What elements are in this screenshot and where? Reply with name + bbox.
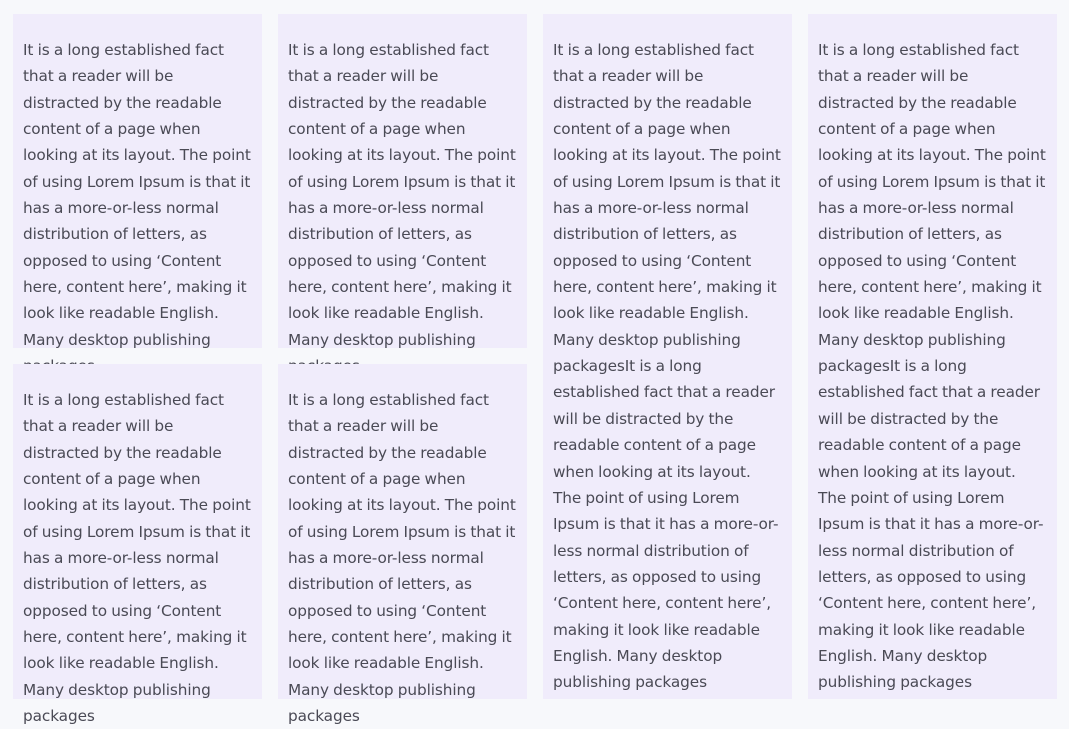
masonry-card <box>808 14 1057 699</box>
masonry-card <box>543 14 792 699</box>
card-text: It is a long established fact that a reader will be distracted by the readable content of a page when looking at its layout. The point of using Lorem Ipsum is that it has a more-or-less normal distribution of letters, as opposed to using ‘Content here, content here’, making it look like readable English. Many desktop publishing packages <box>288 391 516 726</box>
masonry-card <box>13 364 262 726</box>
masonry-card <box>278 14 527 348</box>
card-text: It is a long established fact that a reader will be distracted by the readable content of a page when looking at its layout. The point of using Lorem Ipsum is that it has a more-or-less normal distribution of letters, as opposed to using ‘Content here, content here’, making it look like readable English. Many desktop publishing packages <box>23 391 251 726</box>
card-text: It is a long established fact that a reader will be distracted by the readable content of a page when looking at its layout. The point of using Lorem Ipsum is that it has a more-or-less normal distribution of letters, as opposed to using ‘Content here, content here’, making it look like readable English. Many desktop publishing packagesIt is a long established fact that a reader will be distracted by the readable content of a page when looking at its layout. The point of using Lorem Ipsum is that it has a more-or-less normal distribution of letters, as opposed to using ‘Content here, content here’, making it look like readable English. Many desktop publishing packages <box>553 41 781 692</box>
masonry-card <box>13 14 262 348</box>
card-text: It is a long established fact that a reader will be distracted by the readable content of a page when looking at its layout. The point of using Lorem Ipsum is that it has a more-or-less normal distribution of letters, as opposed to using ‘Content here, content here’, making it look like readable English. Many desktop publishing <box>288 41 516 349</box>
card-text: It is a long established fact that a reader will be distracted by the readable content of a page when looking at its layout. The point of using Lorem Ipsum is that it has a more-or-less normal distribution of letters, as opposed to using ‘Content here, content here’, making it look like readable English. Many desktop publishing packagesIt is a long established fact that a reader will be distracted by the readable content of a page when looking at its layout. The point of using Lorem Ipsum is that it has a more-or-less normal distribution of letters, as opposed to using ‘Content here, content here’, making it look like readable English. Many desktop publishing packages <box>818 41 1046 692</box>
card-text: It is a long established fact that a reader will be distracted by the readable content of a page when looking at its layout. The point of using Lorem Ipsum is that it has a more-or-less normal distribution of letters, as opposed to using ‘Content here, content here’, making it look like readable English. Many desktop publishing <box>23 41 251 349</box>
masonry-card <box>278 364 527 726</box>
